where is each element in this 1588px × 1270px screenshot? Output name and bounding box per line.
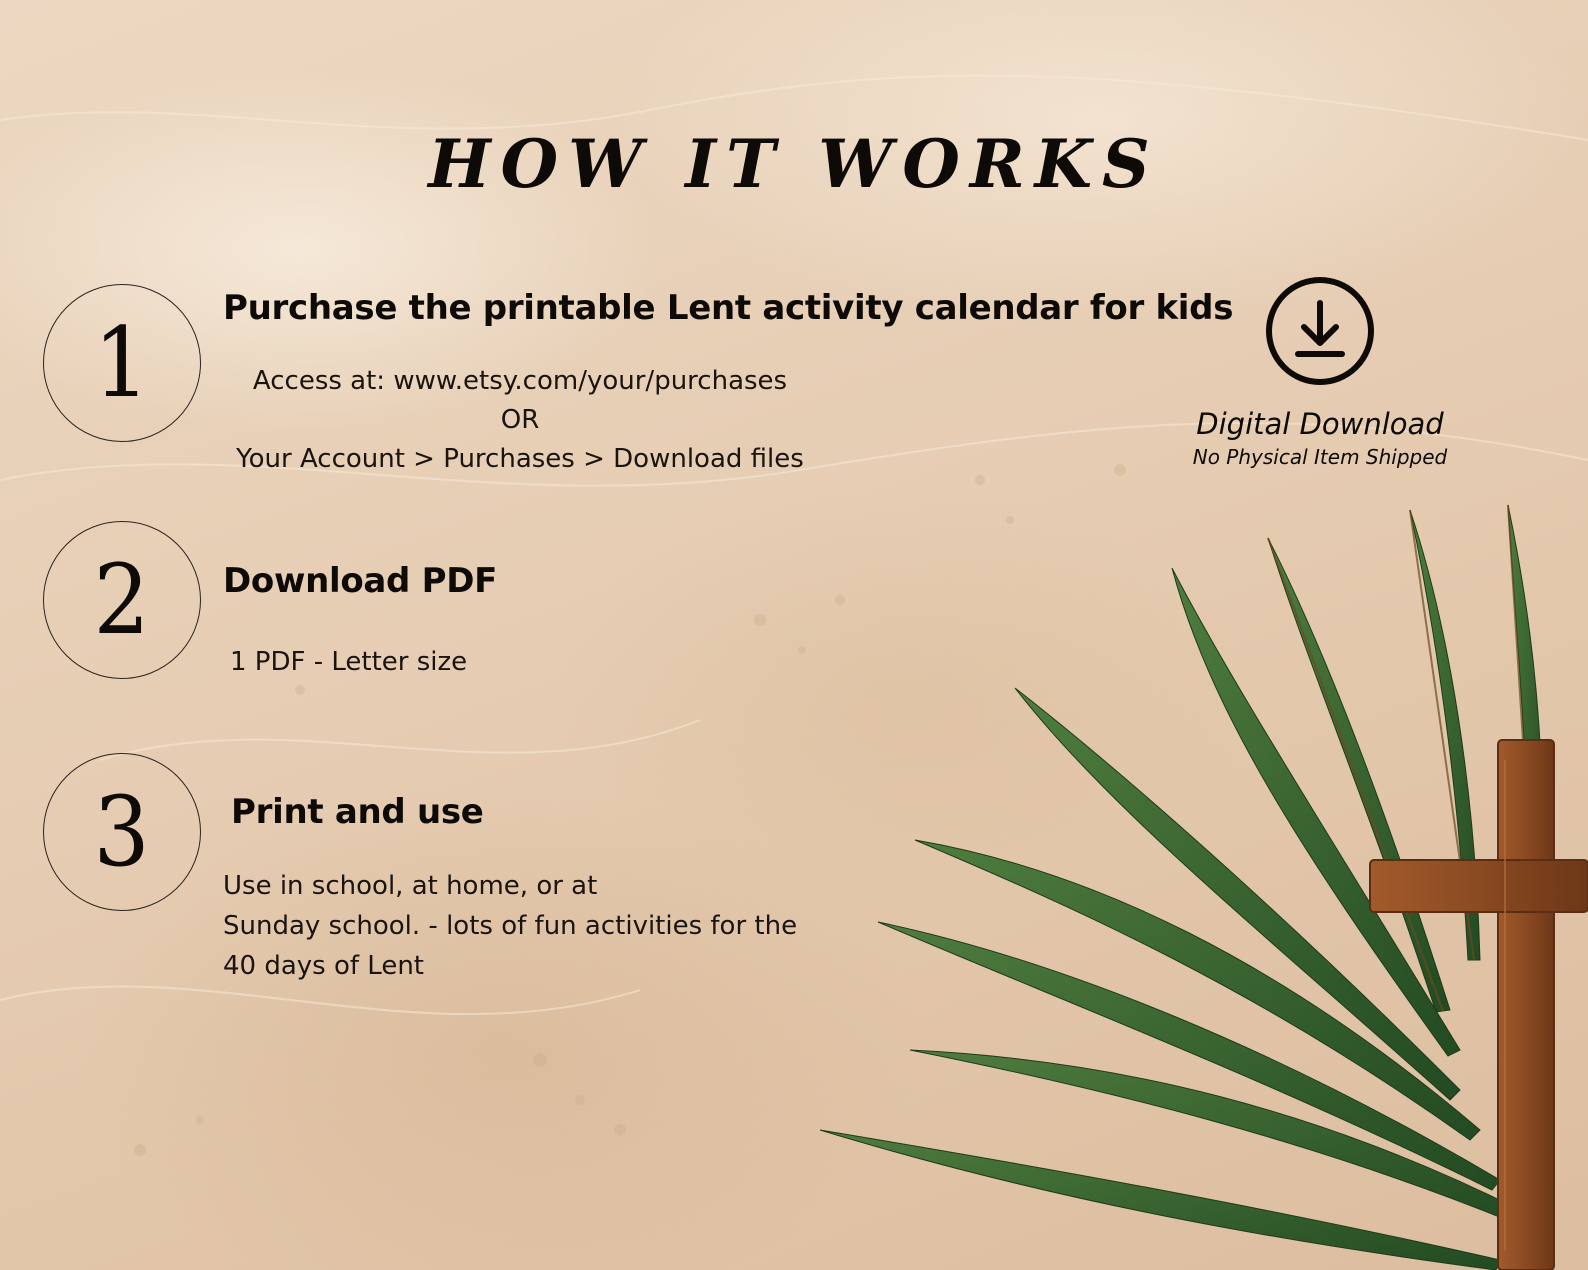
step-2-detail: 1 PDF - Letter size xyxy=(230,647,468,677)
step-1-number: 1 xyxy=(93,307,151,419)
step-3-line-3: 40 days of Lent xyxy=(223,951,425,981)
step-2-number: 2 xyxy=(93,544,151,656)
step-3-line-2: Sunday school. - lots of fun activities for the xyxy=(223,911,798,941)
digital-download-badge xyxy=(1170,275,1470,469)
step-1-access-line: Access at: www.etsy.com/your/purchases xyxy=(252,366,788,396)
digital-download-title: Digital Download xyxy=(1196,407,1444,441)
palm-and-cross-decoration xyxy=(760,490,1588,1270)
step-3-number: 3 xyxy=(93,776,151,888)
page-title: HOW IT WORKS xyxy=(428,125,1160,203)
step-1-account-line: Your Account > Purchases > Download files xyxy=(236,444,804,474)
download-icon xyxy=(1264,275,1376,387)
step-2-circle xyxy=(43,521,201,679)
step-2-heading: Download PDF xyxy=(223,561,498,601)
step-3-circle xyxy=(43,753,201,911)
step-1-circle xyxy=(43,284,201,442)
digital-download-subtitle: No Physical Item Shipped xyxy=(1192,445,1448,469)
step-3-line-1: Use in school, at home, or at xyxy=(223,871,598,901)
step-3-heading: Print and use xyxy=(231,792,484,832)
step-1-heading: Purchase the printable Lent activity calendar for kids xyxy=(223,288,1234,328)
step-1-or-line: OR xyxy=(500,405,540,435)
